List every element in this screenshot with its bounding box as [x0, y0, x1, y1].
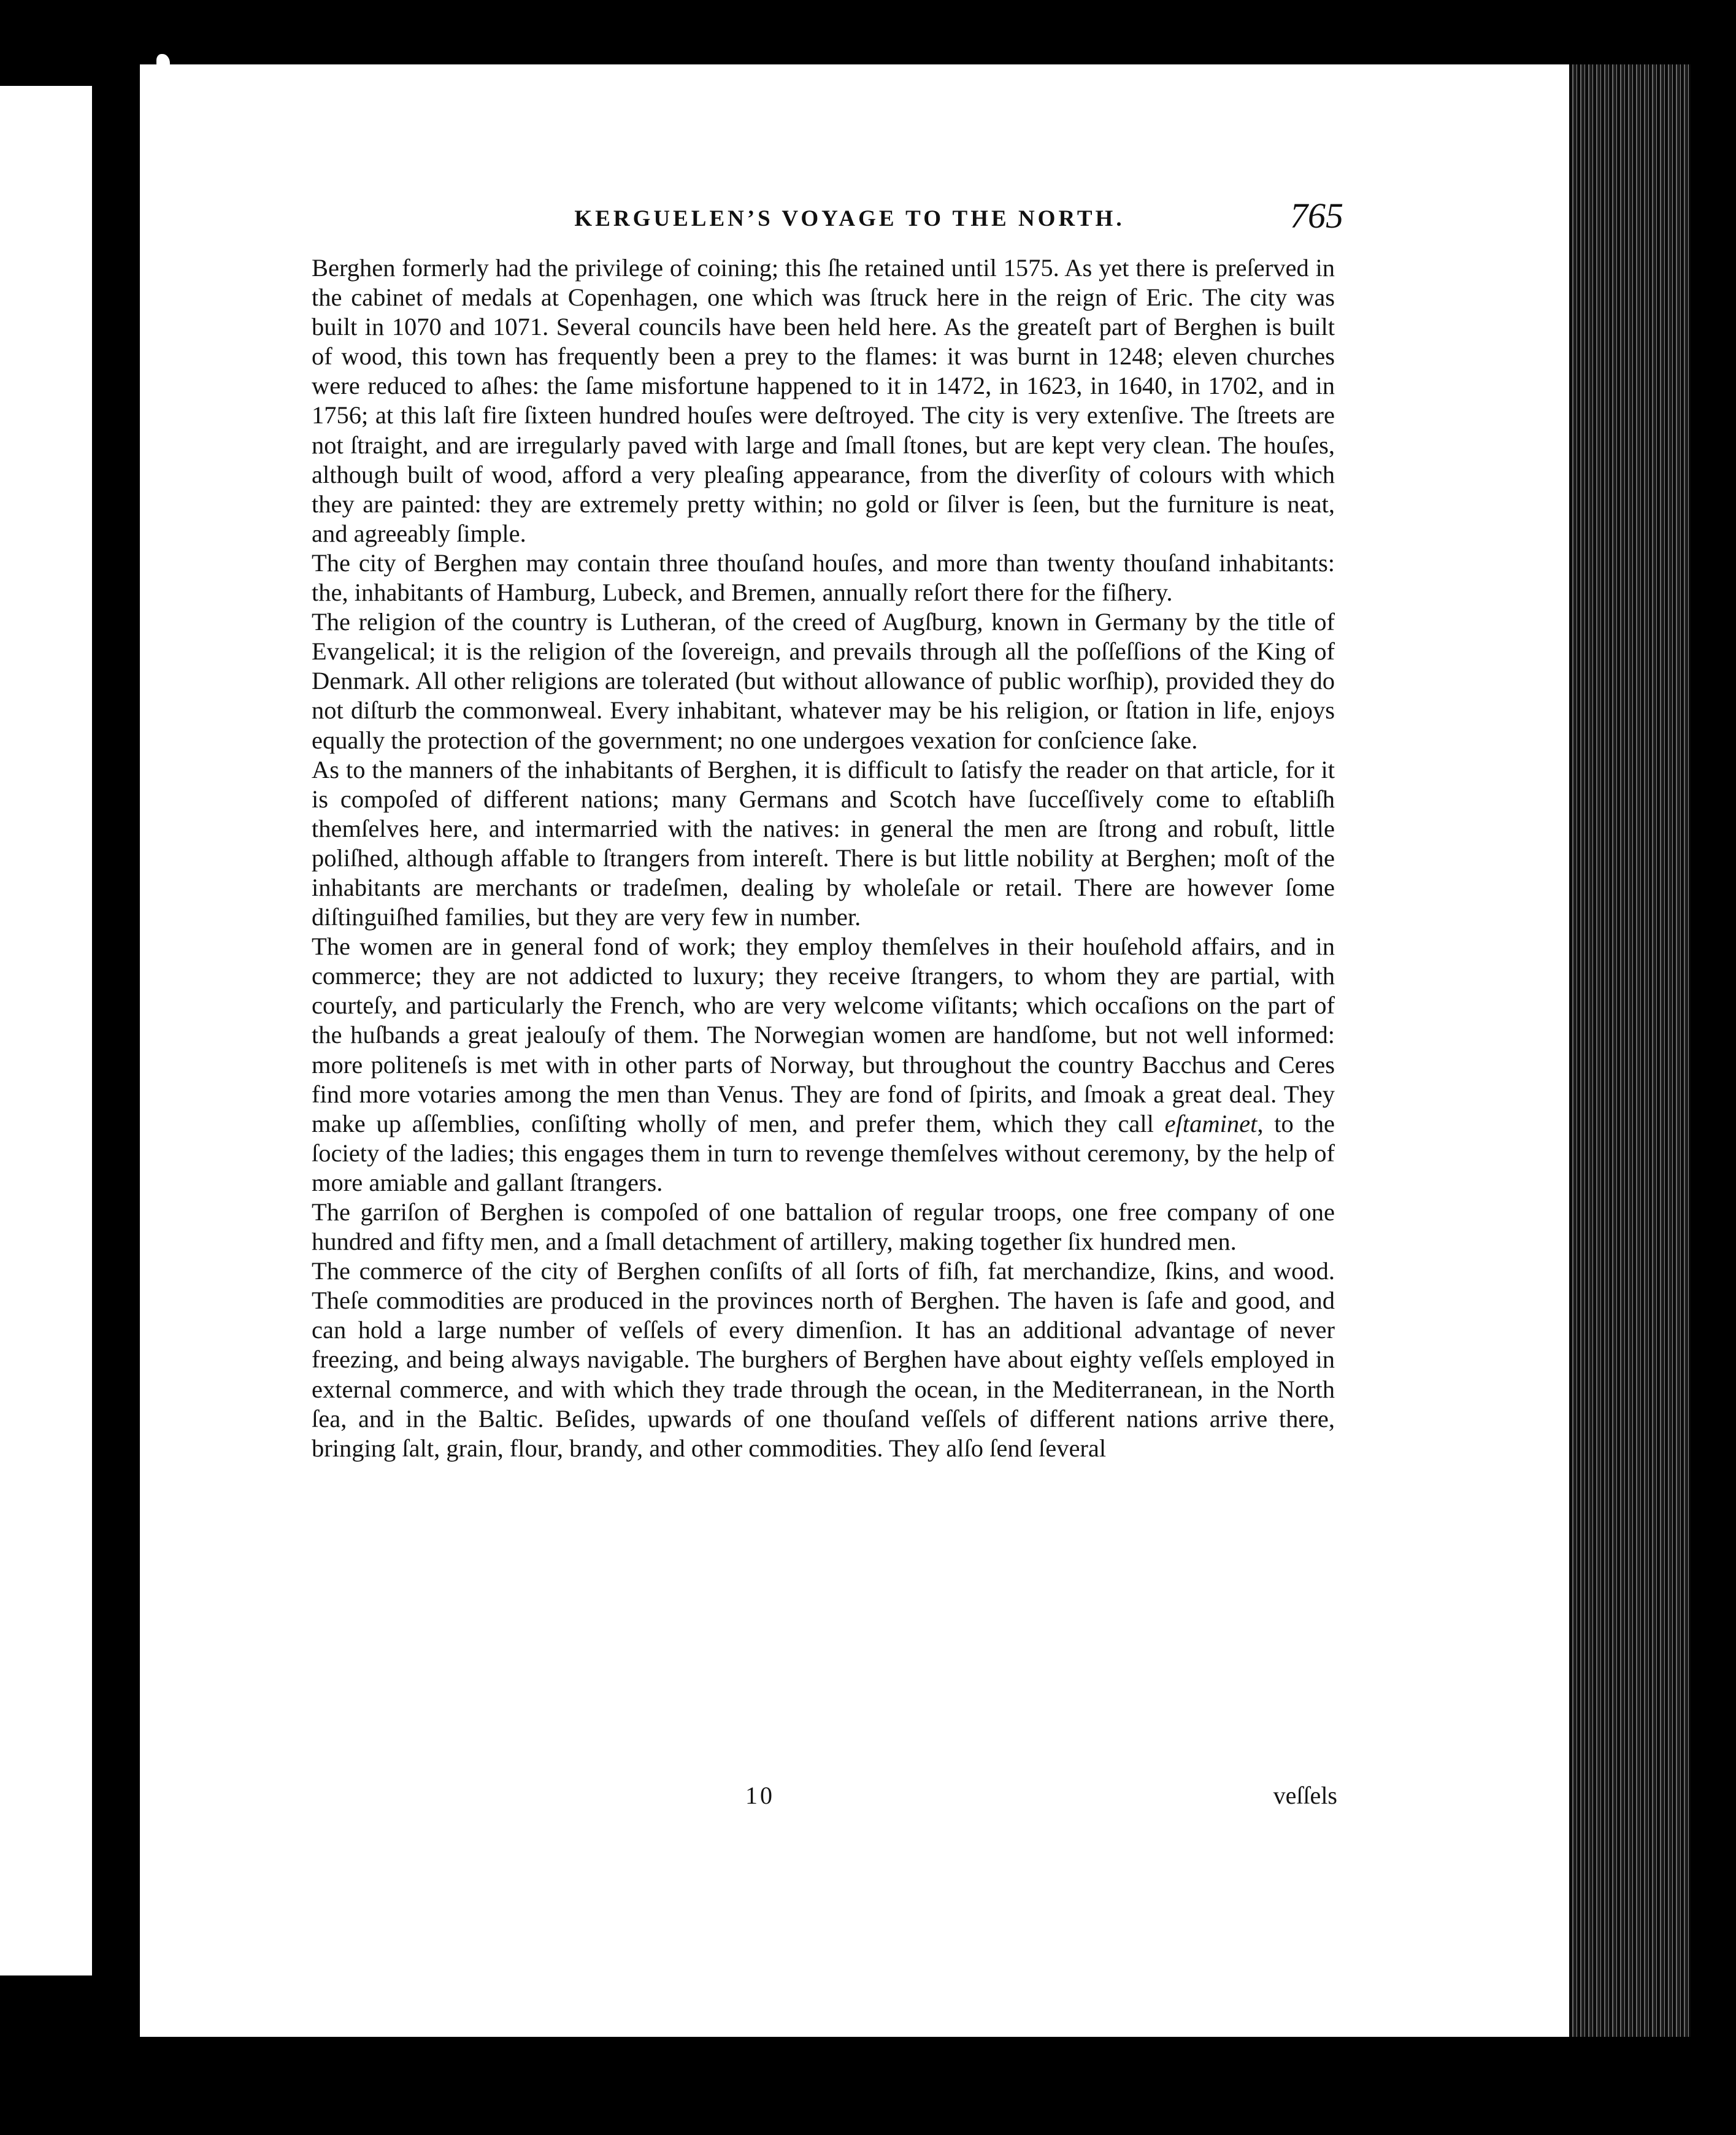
- paragraph-text: , to the ſociety of the ladies; this engages them in turn to revenge themſelves without ceremony, by the help of more amiable and gallant ſtrangers.: [312, 1109, 1335, 1196]
- paragraph-text: The women are in general fond of work; they employ themſelves in their houſehold affairs, and in commerce; they are not addicted to luxury; they receive ſtrangers, to whom they are partial, with courteſy, and particularly the French, who are very welcome viſitants; which occaſions on the part of the huſbands a great jealouſy of them. The Norwegian women are handſome, but not well informed: more politeneſs is met with in other parts of Norway, but throughout the country Bacchus and Ceres find more votaries among the men than Venus. They are fond of ſpirits, and ſmoak a great deal. They make up aſſemblies, conſiſting wholly of men, and prefer them, which they call: [312, 933, 1335, 1137]
- italic-term: eſtaminet: [1164, 1109, 1258, 1137]
- catchword: veſſels: [1273, 1782, 1337, 1809]
- body-text: [312, 253, 1335, 1463]
- paragraph: [312, 932, 1335, 1198]
- paragraph: The city of Berghen may contain three thouſand houſes, and more than twenty thouſand inhabitants: the, inhabitants of Hamburg, Lubeck, and Bremen, annually reſort there for the fiſhery.: [312, 548, 1335, 607]
- running-title: KERGUELEN’S VOYAGE TO THE NORTH.: [574, 206, 1125, 231]
- paragraph: The garriſon of Berghen is compoſed of one battalion of regular troops, one free company of one hundred and fifty men, and a ſmall detachment of artillery, making together ſix hundred men.: [312, 1198, 1335, 1256]
- page-edges-stack: [1569, 64, 1691, 2037]
- paragraph: The religion of the country is Lutheran, of the creed of Augſburg, known in Germany by the title of Evangelical; it is the religion of the ſovereign, and prevails through all the poſſeſſions of the King of Denmark. All other religions are tolerated (but without allowance of public worſhip), provided they do not diſturb the commonweal. Every inhabitant, whatever may be his religion, or ſtation in life, enjoys equally the protection of the government; no one undergoes vexation for conſcience ſake.: [312, 608, 1335, 754]
- paragraph: Berghen formerly had the privilege of coining; this ſhe retained until 1575. As yet there is preſerved in the cabinet of medals at Copenhagen, one which was ſtruck here in the reign of Eric. The city was built in 1070 and 1071. Several councils have been held here. As the greateſt part of Berghen is built of wood, this town has frequently been a prey to the flames: it was burnt in 1248; eleven churches were reduced to aſhes: the ſame misfortune happened to it in 1472, in 1623, in 1640, in 1702, and in 1756; at this laſt fire ſixteen hundred houſes were deſtroyed. The city is very extenſive. The ſtreets are not ſtraight, and are irregularly paved with large and ſmall ſtones, but are kept very clean. The houſes, although built of wood, afford a very pleaſing appearance, from the diverſity of colours with which they are painted: they are extremely pretty within; no gold or ſilver is ſeen, but the furniture is neat, and agreeably ſimple.: [312, 254, 1335, 547]
- paragraph: As to the manners of the inhabitants of Berghen, it is difficult to ſatisfy the reader on that article, for it is compoſed of different nations; many Germans and Scotch have ſucceſſively come to eſtabliſh themſelves here, and intermarried with the natives: in general the men are ſtrong and robuſt, little poliſhed, although affable to ſtrangers from intereſt. There is but little nobility at Berghen; moſt of the inhabitants are merchants or tradeſmen, dealing by wholeſale or retail. There are however ſome diſtinguiſhed families, but they are very few in number.: [312, 755, 1335, 931]
- facing-page-edge: [0, 86, 92, 1975]
- paragraph: The commerce of the city of Berghen conſiſts of all ſorts of fiſh, fat merchandize, ſkins, and wood. Theſe commodities are produced in the provinces north of Berghen. The haven is ſafe and good, and can hold a large number of veſſels of every dimenſion. It has an additional advantage of never freezing, and being always navigable. The burghers of Berghen have about eighty veſſels employed in external commerce, and with which they trade through the ocean, in the Mediterranean, in the North ſea, and in the Baltic. Beſides, upwards of one thouſand veſſels of different nations arrive there, bringing ſalt, grain, flour, brandy, and other commodities. They alſo ſend ſeveral: [312, 1257, 1335, 1462]
- signature-mark: 10: [745, 1782, 775, 1809]
- page-number: 765: [1290, 196, 1343, 236]
